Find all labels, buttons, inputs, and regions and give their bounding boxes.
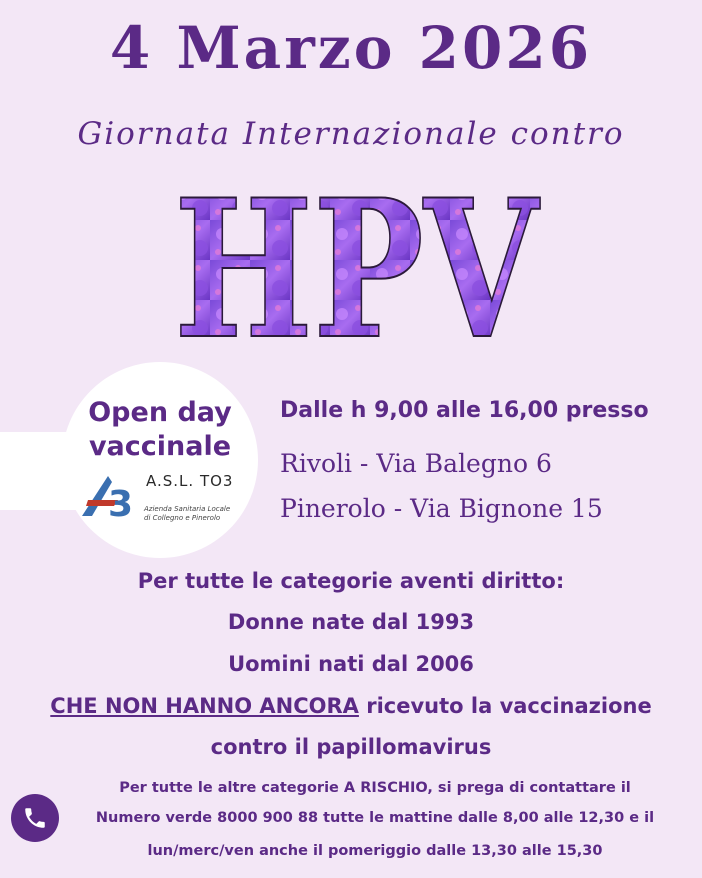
hpv-text: HPV [174, 158, 541, 381]
asl-subtitle-1: Azienda Sanitaria Locale [144, 505, 231, 513]
note-line-2: Numero verde 8000 900 88 tutte le mattine dalle 8,00 alle 12,30 e il [95, 810, 655, 826]
open-day-line2: vaccinale [88, 431, 232, 462]
note-line-3: lun/merc/ven anche il pomeriggio dalle 13,30 alle 15,30 [147, 843, 603, 859]
phone-icon [22, 805, 48, 831]
svg-text:3: 3 [108, 484, 134, 525]
location-rivoli: Rivoli - Via Balegno 6 [280, 449, 552, 478]
event-date: 4 Marzo 2026 [109, 14, 593, 82]
not-yet-rest: ricevuto la vaccinazione [358, 694, 652, 718]
event-subtitle: Giornata Internazionale contro [77, 116, 625, 152]
hpv-title-graphic [170, 158, 542, 381]
asl-name: A.S.L. TO3 [146, 472, 234, 490]
eligibility-against: contro il papillomavirus [210, 735, 492, 759]
note-line-1: Per tutte le altre categorie A RISCHIO, si prega di contattare il [119, 780, 631, 796]
asl-subtitle-2: di Collegno e Pinerolo [144, 514, 221, 522]
eligibility-women: Donne nate dal 1993 [227, 610, 475, 634]
open-day-title [62, 396, 258, 464]
open-day-line1: Open day [88, 397, 232, 428]
eligibility-not-vaccinated [0, 694, 702, 718]
eligibility-title: Per tutte le categorie aventi diritto: [137, 569, 565, 593]
not-yet-underlined: CHE NON HANNO ANCORA [50, 694, 359, 718]
eligibility-men: Uomini nati dal 2006 [228, 652, 474, 676]
location-pinerolo: Pinerolo - Via Bignone 15 [280, 494, 603, 523]
opening-hours: Dalle h 9,00 alle 16,00 presso [280, 398, 649, 423]
phone-button[interactable] [11, 794, 59, 842]
